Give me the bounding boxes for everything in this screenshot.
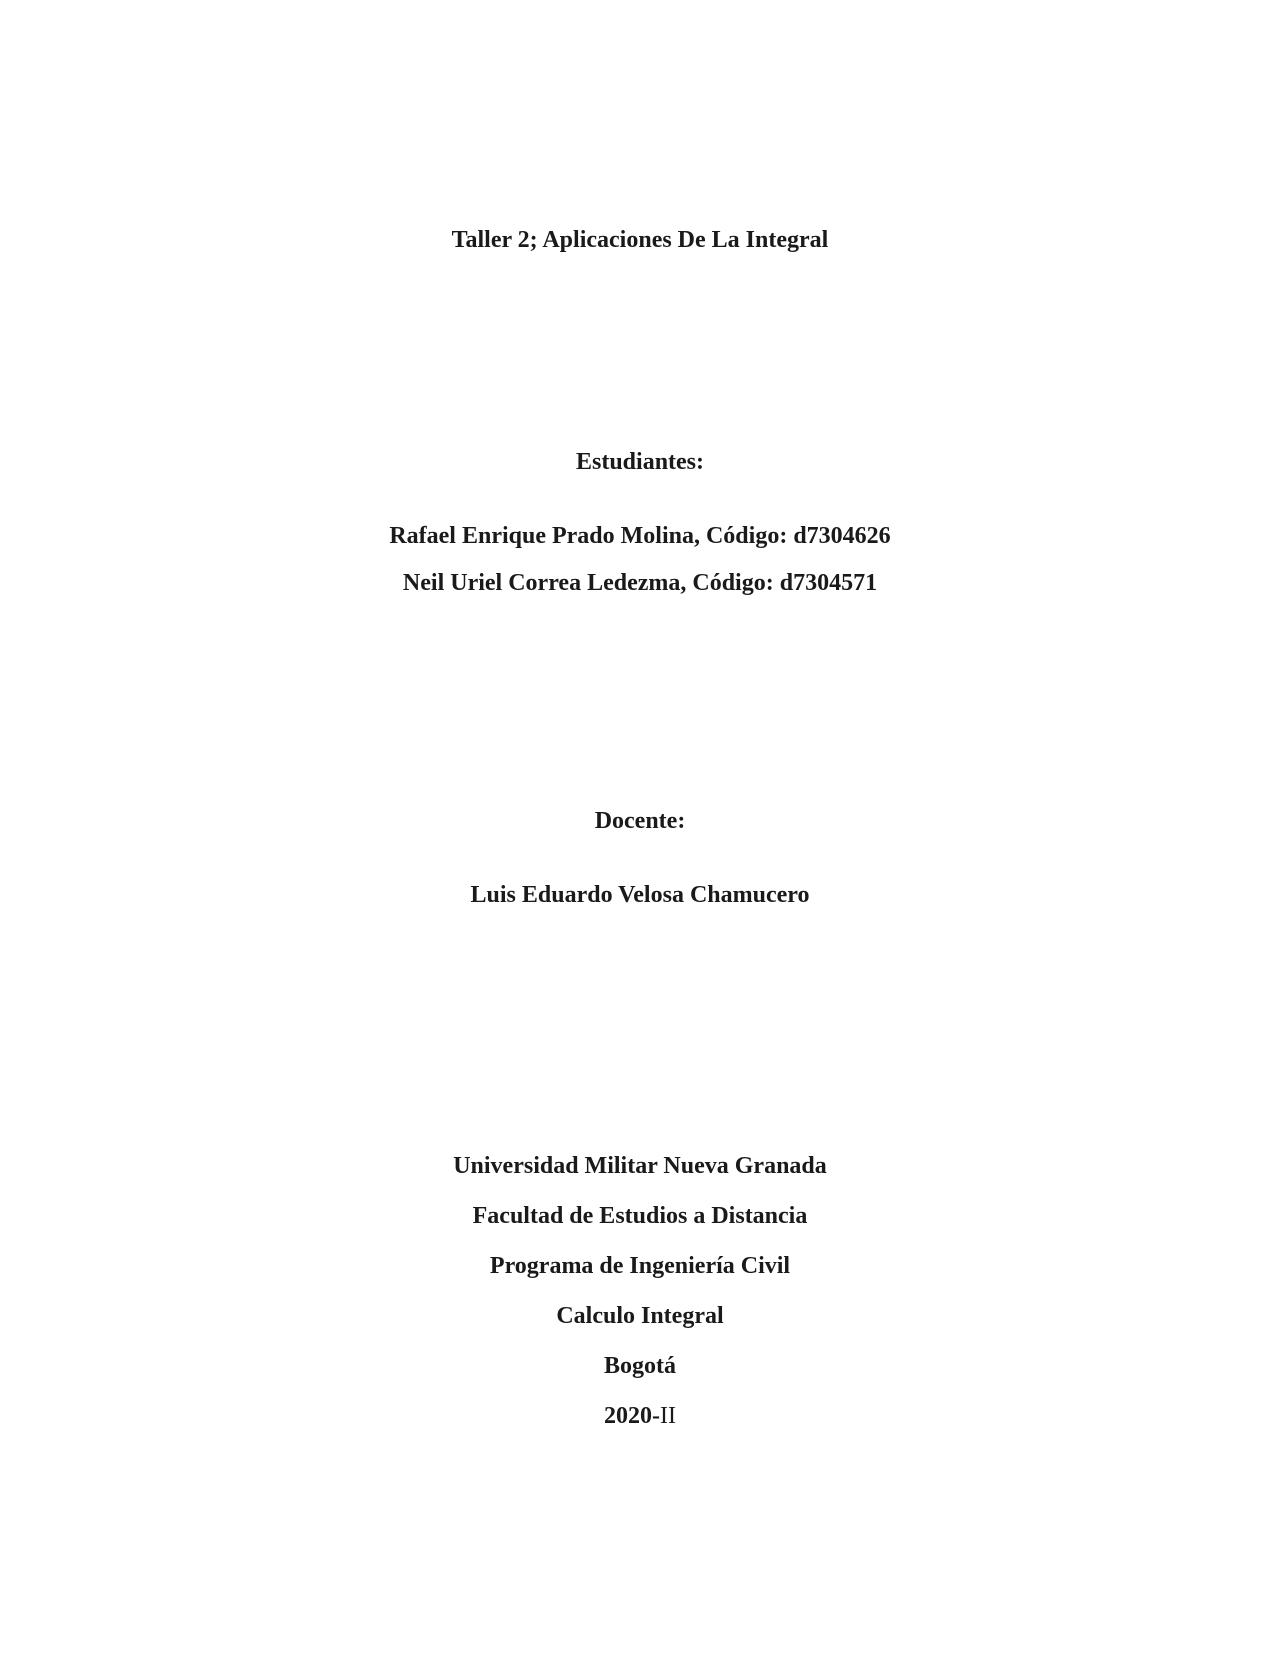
teacher-heading: Docente: (594, 808, 686, 834)
student-name: Rafael Enrique Prado Molina, Código: d7304626 (389, 523, 891, 549)
students-heading: Estudiantes: (575, 449, 705, 475)
student-name: Neil Uriel Correa Ledezma, Código: d7304571 (402, 570, 878, 596)
academic-period (0, 1401, 1280, 1431)
teacher-name: Luis Eduardo Velosa Chamucero (470, 882, 810, 908)
period-term: II (660, 1403, 676, 1429)
faculty-name: Facultad de Estudios a Distancia (472, 1203, 808, 1229)
program-name: Programa de Ingeniería Civil (489, 1253, 791, 1279)
document-title: Taller 2; Aplicaciones De La Integral (451, 227, 829, 253)
university-name: Universidad Militar Nueva Granada (453, 1153, 827, 1179)
period-year: 2020- (604, 1403, 660, 1429)
course-name: Calculo Integral (556, 1303, 724, 1329)
city-name: Bogotá (604, 1353, 676, 1379)
